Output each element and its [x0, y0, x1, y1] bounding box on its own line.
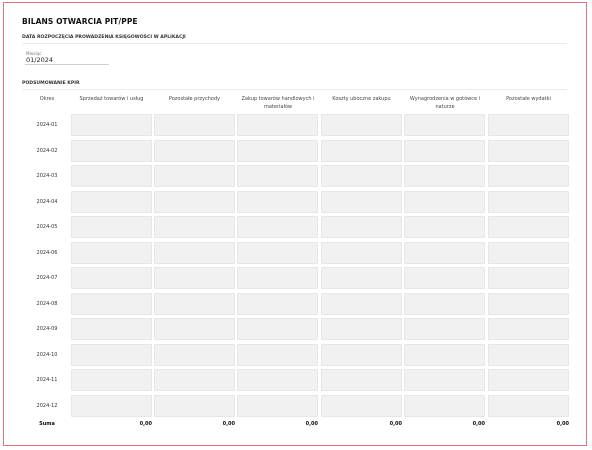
- cell-purchase-costs-2024-01[interactable]: [321, 114, 402, 136]
- cell-other-expenses-2024-11[interactable]: [488, 369, 569, 391]
- column-header-sales: Sprzedaż towarów i usług: [79, 96, 144, 102]
- cell-salaries-2024-08[interactable]: [404, 293, 485, 315]
- cell-purchase-costs-2024-02[interactable]: [321, 140, 402, 162]
- sum-goods-purchase: 0,00: [305, 421, 318, 427]
- cell-sales-2024-07[interactable]: [71, 267, 152, 289]
- row-label-2024-03: 2024-03: [36, 173, 58, 179]
- cell-other-expenses-2024-08[interactable]: [488, 293, 569, 315]
- cell-other-income-2024-08[interactable]: [154, 293, 235, 315]
- sum-row-label: Suma: [39, 421, 55, 427]
- period-column-header: Okres: [39, 96, 55, 102]
- cell-sales-2024-02[interactable]: [71, 140, 152, 162]
- cell-other-expenses-2024-07[interactable]: [488, 267, 569, 289]
- row-label-2024-05: 2024-05: [36, 224, 58, 230]
- cell-salaries-2024-03[interactable]: [404, 165, 485, 187]
- summary-divider: [22, 89, 567, 90]
- cell-other-income-2024-04[interactable]: [154, 191, 235, 213]
- cell-other-income-2024-09[interactable]: [154, 318, 235, 340]
- row-label-2024-06: 2024-06: [36, 249, 58, 256]
- cell-sales-2024-11[interactable]: [71, 369, 152, 391]
- cell-other-expenses-2024-01[interactable]: [488, 114, 569, 136]
- cell-purchase-costs-2024-09[interactable]: [321, 318, 402, 340]
- cell-sales-2024-05[interactable]: [71, 216, 152, 238]
- cell-salaries-2024-10[interactable]: [404, 344, 485, 366]
- row-label-2024-10: 2024-10: [36, 351, 58, 358]
- cell-goods-purchase-2024-10[interactable]: [237, 344, 318, 366]
- row-label-2024-09: 2024-09: [36, 326, 58, 332]
- cell-salaries-2024-05[interactable]: [404, 216, 485, 238]
- sum-purchase-costs: 0,00: [389, 421, 402, 427]
- cell-goods-purchase-2024-04[interactable]: [237, 191, 318, 213]
- sum-other-income: 0,00: [222, 421, 235, 427]
- cell-goods-purchase-2024-05[interactable]: [237, 216, 318, 238]
- row-label-2024-01: 2024-01: [36, 122, 58, 128]
- cell-other-expenses-2024-05[interactable]: [488, 216, 569, 238]
- cell-other-expenses-2024-12[interactable]: [488, 395, 569, 417]
- cell-purchase-costs-2024-05[interactable]: [321, 216, 402, 238]
- cell-sales-2024-08[interactable]: [71, 293, 152, 315]
- cell-other-income-2024-07[interactable]: [154, 267, 235, 289]
- cell-salaries-2024-07[interactable]: [404, 267, 485, 289]
- cell-sales-2024-10[interactable]: [71, 344, 152, 366]
- cell-sales-2024-06[interactable]: [71, 242, 152, 264]
- sum-other-expenses: 0,00: [556, 421, 569, 427]
- column-header-goods-purchase: Zakup towarów handlowych i materiałów: [241, 96, 315, 110]
- cell-purchase-costs-2024-04[interactable]: [321, 191, 402, 213]
- cell-sales-2024-04[interactable]: [71, 191, 152, 213]
- cell-sales-2024-09[interactable]: [71, 318, 152, 340]
- cell-other-income-2024-02[interactable]: [154, 140, 235, 162]
- cell-other-income-2024-11[interactable]: [154, 369, 235, 391]
- cell-goods-purchase-2024-08[interactable]: [237, 293, 318, 315]
- cell-salaries-2024-02[interactable]: [404, 140, 485, 162]
- cell-other-expenses-2024-02[interactable]: [488, 140, 569, 162]
- cell-other-expenses-2024-06[interactable]: [488, 242, 569, 264]
- cell-purchase-costs-2024-12[interactable]: [321, 395, 402, 417]
- row-label-2024-04: 2024-04: [36, 198, 58, 205]
- start-date-section-label: DATA ROZPOCZĘCIA PROWADZENIA KSIĘGOWOŚCI W APLIKACJI: [22, 35, 186, 40]
- sum-salaries: 0,00: [472, 421, 485, 427]
- cell-purchase-costs-2024-07[interactable]: [321, 267, 402, 289]
- cell-other-income-2024-01[interactable]: [154, 114, 235, 136]
- cell-purchase-costs-2024-06[interactable]: [321, 242, 402, 264]
- cell-other-income-2024-06[interactable]: [154, 242, 235, 264]
- cell-goods-purchase-2024-12[interactable]: [237, 395, 318, 417]
- cell-goods-purchase-2024-09[interactable]: [237, 318, 318, 340]
- cell-other-expenses-2024-10[interactable]: [488, 344, 569, 366]
- cell-goods-purchase-2024-06[interactable]: [237, 242, 318, 264]
- cell-purchase-costs-2024-03[interactable]: [321, 165, 402, 187]
- cell-sales-2024-12[interactable]: [71, 395, 152, 417]
- cell-sales-2024-01[interactable]: [71, 114, 152, 136]
- cell-other-income-2024-10[interactable]: [154, 344, 235, 366]
- column-header-salaries: Wynagrodzenia w gotówce i naturze: [409, 96, 481, 110]
- row-label-2024-12: 2024-12: [36, 402, 58, 409]
- cell-salaries-2024-09[interactable]: [404, 318, 485, 340]
- cell-other-expenses-2024-03[interactable]: [488, 165, 569, 187]
- cell-goods-purchase-2024-03[interactable]: [237, 165, 318, 187]
- month-field-label: Miesiąc: [26, 51, 42, 56]
- sum-sales: 0,00: [139, 421, 152, 427]
- cell-salaries-2024-04[interactable]: [404, 191, 485, 213]
- cell-salaries-2024-06[interactable]: [404, 242, 485, 264]
- row-label-2024-02: 2024-02: [36, 147, 58, 154]
- cell-salaries-2024-01[interactable]: [404, 114, 485, 136]
- cell-sales-2024-03[interactable]: [71, 165, 152, 187]
- cell-purchase-costs-2024-08[interactable]: [321, 293, 402, 315]
- cell-goods-purchase-2024-02[interactable]: [237, 140, 318, 162]
- cell-goods-purchase-2024-07[interactable]: [237, 267, 318, 289]
- column-header-other-expenses: Pozostałe wydatki: [506, 96, 551, 102]
- cell-salaries-2024-11[interactable]: [404, 369, 485, 391]
- cell-other-income-2024-03[interactable]: [154, 165, 235, 187]
- column-header-purchase-costs: Koszty uboczne zakupu: [332, 96, 391, 102]
- cell-purchase-costs-2024-10[interactable]: [321, 344, 402, 366]
- page-title: BILANS OTWARCIA PIT/PPE: [22, 17, 138, 26]
- cell-other-expenses-2024-04[interactable]: [488, 191, 569, 213]
- cell-salaries-2024-12[interactable]: [404, 395, 485, 417]
- cell-other-expenses-2024-09[interactable]: [488, 318, 569, 340]
- row-label-2024-11: 2024-11: [36, 377, 58, 383]
- start-date-divider: [22, 43, 567, 44]
- row-label-2024-08: 2024-08: [36, 300, 58, 307]
- month-input[interactable]: [25, 55, 109, 65]
- cell-other-income-2024-12[interactable]: [154, 395, 235, 417]
- cell-goods-purchase-2024-11[interactable]: [237, 369, 318, 391]
- cell-purchase-costs-2024-11[interactable]: [321, 369, 402, 391]
- cell-other-income-2024-05[interactable]: [154, 216, 235, 238]
- cell-goods-purchase-2024-01[interactable]: [237, 114, 318, 136]
- column-header-other-income: Pozostałe przychody: [168, 96, 221, 102]
- row-label-2024-07: 2024-07: [36, 275, 58, 281]
- summary-section-label: PODSUMOWANIE KPIR: [22, 81, 80, 86]
